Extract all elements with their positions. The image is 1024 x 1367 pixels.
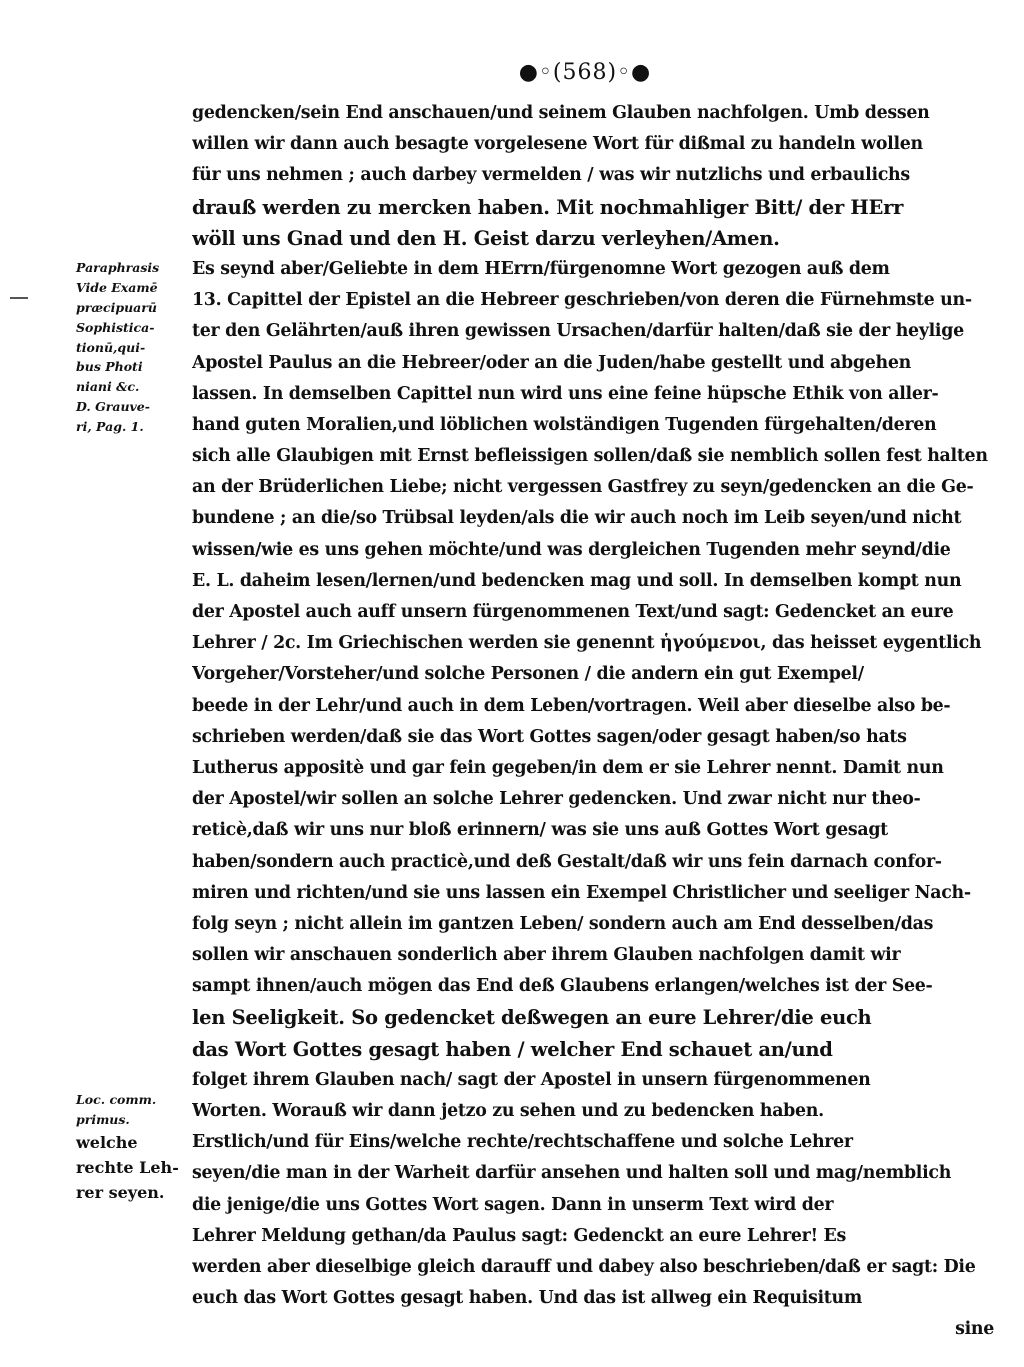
margin-note-line: welche — [76, 1132, 138, 1152]
margin-note-line: Paraphrasis — [76, 260, 160, 275]
text-line: euch das Wort Gottes gesagt haben. Und das ist allweg ein Requisitum — [192, 1288, 862, 1309]
text-line: beede in der Lehr/und auch in dem Leben/vortragen. Weil aber dieselbe also be- — [192, 695, 951, 716]
text-line: folg seyn ; nicht allein im gantzen Leben/ sondern auch am End desselben/das — [192, 913, 934, 934]
text-line: drauß werden zu mercken haben. Mit nochmahliger Bitt/ der HErr — [192, 195, 904, 219]
text-line: sollen wir anschauen sonderlich aber ihrem Glauben nachfolgen damit wir — [192, 945, 901, 966]
margin-note-line: rer seyen. — [76, 1182, 165, 1202]
text-line: haben/sondern auch practicè,und deß Gestalt/daß wir uns fein darnach confor- — [192, 851, 942, 872]
text-line: bundene ; an die/so Trübsal leyden/als die wir auch noch im Leib seyen/und nicht — [192, 508, 962, 529]
text-line: Lehrer Meldung gethan/da Paulus sagt: Gedenckt an eure Lehrer! Es — [192, 1225, 846, 1246]
text-line: 13. Capittel der Epistel an die Hebreer geschrieben/von deren die Fürnehmste un- — [192, 290, 972, 311]
text-line: folget ihrem Glauben nach/ sagt der Apostel in unsern fürgenommenen — [192, 1069, 871, 1090]
margin-note-line: Vide Examē — [76, 279, 158, 295]
margin-note-line: D. Grauve- — [76, 399, 150, 415]
text-line: an der Brüderlichen Liebe; nicht vergessen Gastfrey zu seyn/gedencken an die Ge- — [192, 477, 974, 498]
text-line: der Apostel/wir sollen an solche Lehrer gedencken. Und zwar nicht nur theo- — [192, 789, 921, 810]
margin-note-line: niani &c. — [76, 379, 140, 395]
text-line: E. L. daheim lesen/lernen/und bedencken mag und soll. In demselben kompt nun — [192, 570, 962, 591]
text-line: hand guten Moralien,und löblichen wolständigen Tugenden fürgehalten/deren — [192, 414, 937, 435]
margin-note-line: Loc. comm. — [76, 1092, 157, 1107]
text-line: len Seeligkeit. So gedencket deßwegen an eure Lehrer/die euch — [192, 1006, 872, 1030]
text-line: Erstlich/und für Eins/welche rechte/rechtschaffene und solche Lehrer — [192, 1132, 853, 1153]
margin-note-line: tionū,qui- — [76, 339, 146, 355]
text-line: lassen. In demselben Capittel nun wird uns eine feine hüpsche Ethik von aller- — [192, 383, 939, 404]
text-line: gedencken/sein End anschauen/und seinem Glauben nachfolgen. Umb dessen — [192, 103, 930, 123]
margin-note-line: rechte Leh- — [76, 1157, 179, 1177]
page-number-ornament-left: ●◦( — [518, 60, 563, 85]
text-line: werden aber dieselbige gleich darauff und dabey also beschrieben/daß er sagt: Die — [192, 1256, 976, 1277]
text-line: für uns nehmen ; auch darbey vermelden / was wir nutzlichs und erbaulichs — [192, 165, 910, 186]
text-line: Es seynd aber/Geliebte in dem HErrn/fürgenomne Wort gezogen auß dem — [192, 258, 890, 279]
margin-note-locus — [76, 1090, 188, 1205]
text-line: willen wir dann auch besagte vorgelesene Wort für dißmal zu handeln wollen — [192, 134, 923, 155]
text-line: wöll uns Gnad und den H. Geist darzu verleyhen/Amen. — [192, 226, 780, 250]
text-line: sich alle Glaubigen mit Ernst befleissigen sollen/daß sie nemblich sollen fest halten — [192, 446, 988, 467]
text-line: Lutherus appositè und gar fein gegeben/in dem er sie Lehrer nennt. Damit nun — [192, 757, 944, 778]
text-line: sampt ihnen/auch mögen das End deß Glaubens erlangen/welches ist der See- — [192, 976, 933, 997]
text-line: Worten. Worauß wir dann jetzo zu sehen und zu bedencken haben. — [192, 1101, 824, 1121]
margin-note-line: præcipuarū — [76, 299, 157, 315]
text-line: wissen/wie es uns gehen möchte/und was dergleichen Tugenden mehr seynd/die — [192, 539, 951, 560]
text-line: ter den Gelährten/auß ihren gewissen Ursachen/darfür halten/daß sie der heylige — [192, 321, 964, 342]
margin-note-line: ri, Pag. 1. — [76, 419, 144, 435]
page-number — [0, 60, 1024, 85]
margin-mark — [10, 297, 28, 299]
body-text — [192, 98, 994, 1346]
text-line: seyen/die man in der Warheit darfür ansehen und halten soll und mag/nemblich — [192, 1163, 952, 1184]
text-line: reticè,daß wir uns nur bloß erinnern/ was sie uns auß Gottes Wort gesagt — [192, 820, 888, 841]
text-line: Lehrer / 2c. Im Griechischen werden sie genennt ἡγούμενοι, das heisset eygentlich — [192, 633, 982, 654]
text-line: schrieben werden/daß sie das Wort Gottes sagen/oder gesagt haben/so hats — [192, 726, 907, 747]
margin-note-line: Sophistica- — [76, 319, 155, 335]
text-line: Vorgeher/Vorsteher/und solche Personen / die andern ein gut Exempel/ — [192, 664, 864, 685]
text-line: der Apostel auch auff unsern fürgenommenen Text/und sagt: Gedencket an eure — [192, 602, 954, 622]
catchword: sine — [955, 1319, 994, 1340]
margin-note-paraphrasis — [76, 258, 188, 437]
text-line: miren und richten/und sie uns lassen ein Exempel Christlicher und seeliger Nach- — [192, 882, 971, 903]
page-number-value: 568 — [562, 60, 608, 85]
page-number-ornament-right: )◦● — [607, 60, 652, 85]
text-line: das Wort Gottes gesagt haben / welcher End schauet an/und — [192, 1037, 833, 1061]
text-line: Apostel Paulus an die Hebreer/oder an die Juden/habe gestellt und abgehen — [192, 352, 911, 373]
margin-note-line: primus. — [76, 1111, 130, 1127]
text-line: die jenige/die uns Gottes Wort sagen. Dann in unserm Text wird der — [192, 1194, 834, 1215]
margin-note-line: bus Photi — [76, 359, 143, 375]
